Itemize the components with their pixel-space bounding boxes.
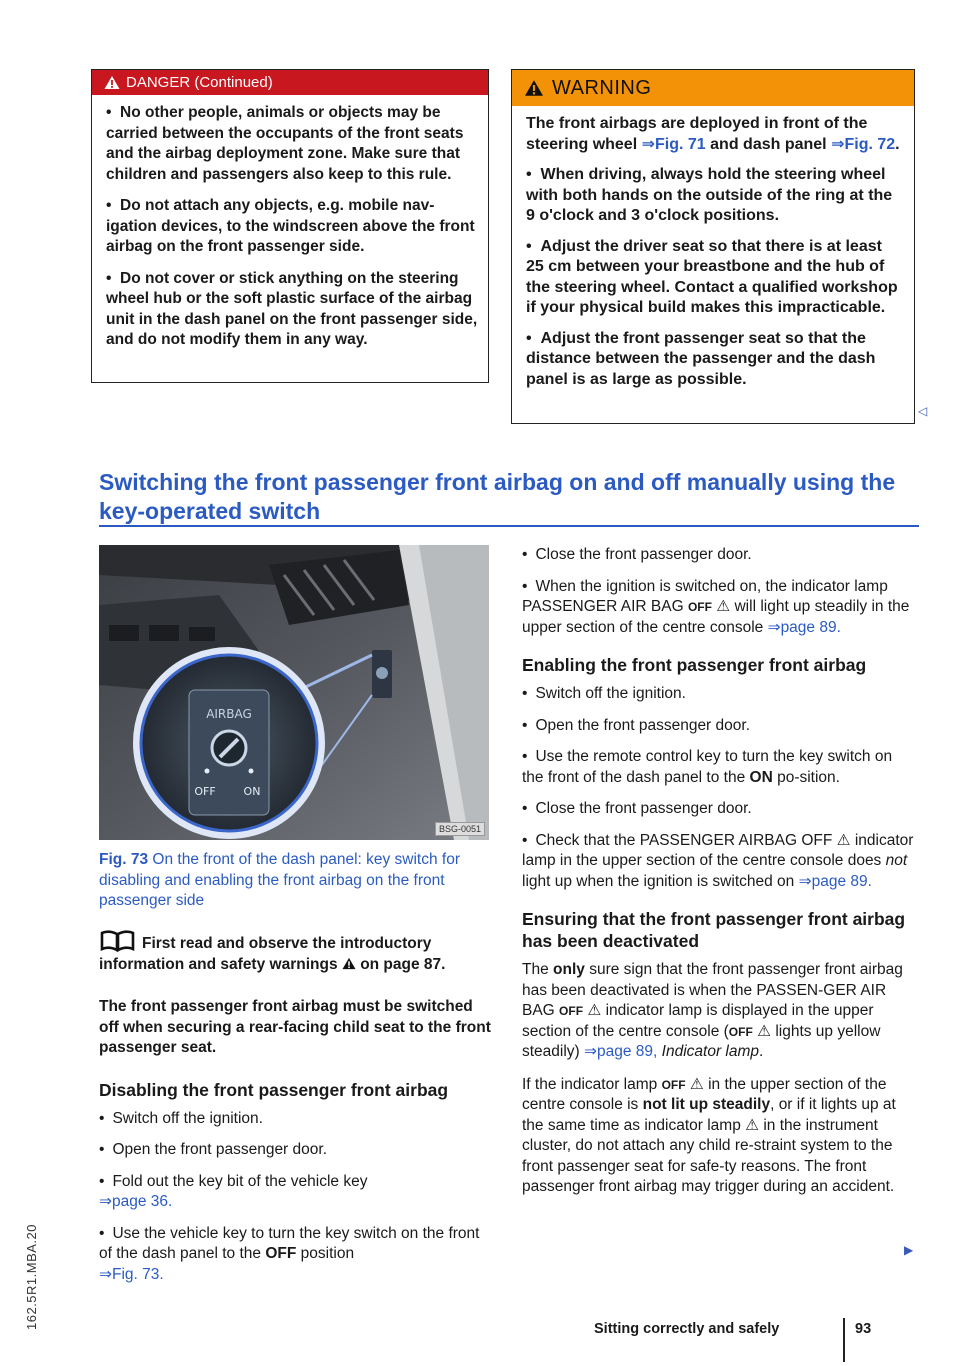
warning-box — [511, 69, 915, 424]
disable-step: • Open the front passenger door. — [99, 1141, 328, 1158]
figure-73-photo — [99, 545, 489, 840]
warning-triangle-icon — [342, 957, 356, 970]
figure-caption: Fig. 73 On the front of the dash panel: key switch for disabling and enabling the front airbag on the front passenger side — [99, 851, 461, 909]
fig-73-link[interactable]: ⇒Fig. 73. — [99, 1265, 164, 1283]
figure-tag: BSG-0051 — [435, 822, 485, 836]
enable-step: • Use the remote control key to turn the key switch on the front of the dash panel to the ON po-sition. — [522, 748, 893, 786]
danger-item: • No other people, animals or objects may be carried between the occupants of the front seats and the airbag deployment zone. Make sure that children and passengers also keep to this rule. — [106, 104, 464, 183]
warning-item: • Adjust the driver seat so that there is at least 25 cm between your breastbone and the hub of the steering wheel. Contact a qualified workshop if your physical build makes this impracticable. — [526, 237, 898, 316]
page-number: 93 — [855, 1321, 872, 1337]
disable-step: • Switch off the ignition. — [99, 1109, 263, 1127]
inset-airbag-label: AIRBAG — [206, 707, 252, 721]
disable-heading: Disabling the front passenger front airbag — [99, 1079, 449, 1100]
intro-note: First read and observe the introductory information and safety warnings on page 87. — [99, 930, 491, 975]
ensure-heading: Ensuring that the front passenger front airbag has been deactivated — [522, 909, 906, 951]
open-book-icon — [99, 930, 136, 952]
warning-item: • When driving, always hold the steering wheel with both hands on the outside of the ring at the 9 o'clock and 3 o'clock positions. — [526, 166, 893, 224]
section-title: Switching the front passenger front airbag on and off manually using the key-operated switch — [99, 469, 896, 524]
danger-box — [91, 69, 489, 383]
document-code: 162.5R1.MBA.20 — [24, 1223, 39, 1330]
step: • Close the front passenger door. — [522, 546, 752, 563]
airbag-off-indicator-icon: OFF — [661, 1077, 686, 1092]
danger-item: • Do not attach any objects, e.g. mobile nav-igation devices, to the windscreen above the front airbag on the front passenger side. — [106, 197, 475, 255]
disable-step: • Fold out the key bit of the vehicle key ⇒page 36. — [99, 1172, 368, 1210]
danger-title: DANGER (Continued) — [126, 74, 273, 91]
continue-arrow-icon: ▶ — [904, 1243, 914, 1257]
enable-step: • Check that the PASSENGER AIRBAG OFF ⚠ indicator lamp in the upper section of the centre console does not light up when the ignition is switched on ⇒page 89. — [522, 831, 914, 890]
step: • When the ignition is switched on, the indicator lamp PASSENGER AIR BAG OFF ⚠ will light up steadily in the upper section of the centre console ⇒page 89. — [522, 577, 910, 636]
airbag-off-indicator-icon: OFF — [559, 1004, 584, 1018]
inset-on-label: ON — [243, 785, 261, 798]
enable-step: • Close the front passenger door. — [522, 800, 752, 817]
disable-step: • Use the vehicle key to turn the key switch on the front of the dash panel to the OFF position ⇒Fig. 73. — [99, 1224, 480, 1283]
airbag-off-indicator-icon: OFF — [728, 1024, 753, 1039]
figure-number: Fig. 73 — [99, 851, 149, 868]
left-column — [99, 930, 491, 1296]
section-end-icon: ◁ — [918, 404, 928, 418]
warning-header — [512, 70, 914, 106]
page-36-link[interactable]: ⇒page 36. — [99, 1193, 173, 1210]
footer-section-label: Sitting correctly and safely — [594, 1321, 780, 1337]
danger-header — [92, 70, 488, 95]
fig-71-link[interactable]: ⇒Fig. 71 — [641, 135, 706, 153]
page-89-link[interactable]: ⇒page 89, — [584, 1043, 658, 1060]
danger-item: • Do not cover or stick anything on the steering wheel hub or the soft plastic surface of the airbag unit in the dash panel on the front passenger side, and do not modify them in any way. — [106, 269, 478, 348]
warning-title: WARNING — [552, 76, 652, 99]
right-column — [522, 545, 914, 1210]
warning-item: • Adjust the front passenger seat so that the distance between the passenger and the dash panel is as large as possible. — [526, 329, 876, 388]
ensure-paragraph: If the indicator lamp OFF ⚠ in the upper section of the centre console is not lit up steadily, or if it lights up at the same time as indicator lamp ⚠ in the instrument cluster, do not attach any child re-straint system to the front passenger seat for safe-ty reasons. The front passenger front airbag may trigger during an accident. — [522, 1075, 896, 1195]
enable-step: • Open the front passenger door. — [522, 716, 751, 734]
warning-triangle-icon — [524, 79, 544, 97]
enable-step: • Switch off the ignition. — [522, 685, 686, 702]
dashboard-photo — [99, 545, 489, 840]
page-89-link[interactable]: ⇒page 89. — [798, 872, 872, 890]
section-divider — [99, 525, 919, 527]
inset-off-label: OFF — [194, 785, 216, 798]
rear-facing-note: The front passenger front airbag must be switched off when securing a rear-facing child seat to the front passenger seat. — [99, 998, 491, 1056]
page-89-link[interactable]: ⇒page 89. — [767, 618, 841, 636]
airbag-off-indicator-icon: OFF — [687, 600, 712, 614]
airbag-indicator-icon: ⚠ — [745, 1116, 760, 1134]
ensure-paragraph: The only sure sign that the front passenger front airbag has been deactivated is when the PASSEN-GER AIR BAG OFF ⚠ indicator lamp is displayed in the upper section of the centre console (OFF ⚠ lights up yellow steadily) ⇒page 89, Indicator lamp. — [522, 961, 903, 1060]
footer-divider — [843, 1318, 845, 1362]
fig-72-link[interactable]: ⇒Fig. 72 — [831, 135, 896, 153]
warning-intro: The front airbags are deployed in front of the steering wheel ⇒Fig. 71 and dash panel ⇒Fig. 72. — [526, 115, 900, 153]
enable-heading: Enabling the front passenger front airbag — [522, 655, 867, 675]
warning-triangle-icon — [104, 75, 120, 90]
